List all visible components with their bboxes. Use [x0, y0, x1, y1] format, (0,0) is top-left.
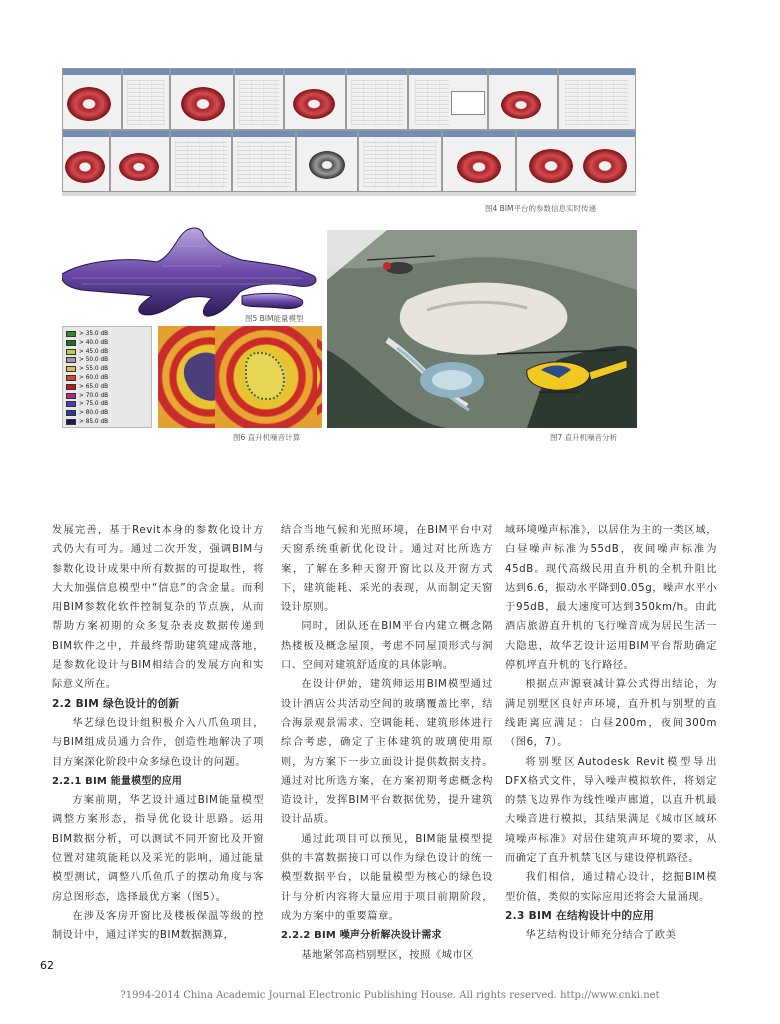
section-heading-2-2: 2.2 BIM 绿色设计的创新	[52, 697, 180, 710]
paragraph: 华艺结构设计师充分结合了欧美	[525, 930, 677, 942]
screenshot-thumb	[122, 68, 170, 130]
legend-swatch	[66, 375, 76, 381]
screenshot-thumb	[284, 68, 346, 130]
legend-entry	[66, 418, 151, 426]
screenshot-thumb	[488, 68, 558, 130]
screenshot-thumb	[408, 68, 488, 130]
screenshot-thumb	[346, 68, 408, 130]
legend-entry	[66, 356, 151, 364]
legend-label: > 65.0 dB	[79, 383, 109, 390]
legend-entry	[66, 339, 151, 347]
screenshot-thumb	[232, 130, 296, 192]
legend-label: > 80.0 dB	[79, 410, 109, 417]
paragraph: 华艺绿色设计组积极介入八爪鱼项目，与BIM组成员通力合作，创造性地解决了项目方案深化阶段中众多绿色设计的问题。	[52, 717, 264, 768]
legend-entry	[66, 374, 151, 382]
screenshot-thumb	[110, 130, 170, 192]
screenshot-thumb	[170, 68, 234, 130]
noise-legend	[62, 326, 152, 428]
legend-label: > 55.0 dB	[79, 366, 109, 373]
figure-7-caption: 图7 直升机噪音分析	[550, 433, 618, 442]
legend-entry	[66, 409, 151, 417]
legend-swatch	[66, 410, 76, 416]
noise-map-right-full	[215, 326, 320, 428]
screenshot-thumb	[170, 130, 232, 192]
legend-label: > 35.0 dB	[79, 331, 109, 337]
screenshot-thumb	[62, 68, 122, 130]
paragraph: 方案前期，华艺设计通过BIM能量模型调整方案形态，指导优化设计思路。运用BIM数据分析，可以测试不同开窗比及开窗位置对建筑能耗以及采光的影响，通过能量模型测试，调整八爪鱼爪子的摆动角度与客房总图形态，选择最优方案（图5）。	[52, 795, 264, 903]
legend-swatch	[66, 331, 76, 337]
paragraph: 结合当地气候和光照环境，在BIM平台中对天窗系统重新优化设计。通过对比所选方案，了解在多种天窗开窗比以及开窗方式下，建筑能耗、采光的表现，从而制定天窗设计原则。	[281, 525, 493, 614]
paragraph: 发展完善，基于Revit本身的参数化设计方式仍大有可为。通过二次开发，强调BIM与参数化设计成果中所有数据的可提取性，将大大加强信息模型中“信息”的含金量。而利用BIM参数化软件控制复杂的节点族，从而帮助方案初期的众多复杂表皮数据传递到BIM软件之中，并最终帮助建筑建成落地，是参数化设计与BIM相结合的发展方向和实际意义所在。	[52, 525, 264, 691]
legend-label: > 75.0 dB	[79, 401, 109, 408]
paragraph: 同时，团队还在BIM平台内建立概念隔热楼板及概念屋顶，考虑不同屋顶形式与洞口、空间对建筑舒适度的具体影响。	[281, 621, 493, 672]
section-heading-2-3: 2.3 BIM 在结构设计中的应用	[505, 909, 655, 922]
paragraph: 在设计伊始，建筑师运用BIM模型通过设计酒店公共活动空间的玻璃覆盖比率，结合海景观景需求、空调能耗、建筑形体进行综合考虑，确定了主体建筑的玻璃使用原则，为方案下一步立面设计提供数据支持。通过对比所选方案，在方案初期考虑概念构造设计，发挥BIM平台数据优势，提升建筑设计品质。	[281, 679, 493, 826]
paragraph: 在涉及客房开窗比及楼板保温等级的控制设计中，通过详实的BIM数据测算，	[52, 910, 264, 942]
figure-7-noise-analysis-photo	[327, 230, 637, 428]
screenshot-thumb	[358, 130, 442, 192]
screenshot-thumb	[296, 130, 358, 192]
figure-4-caption: 图4 BIM平台的参数信息实时传递	[485, 204, 596, 213]
paragraph: 基地紧邻高档别墅区，按照《城市区	[301, 949, 474, 961]
legend-label: > 50.0 dB	[79, 357, 109, 364]
screenshot-thumb	[516, 130, 636, 192]
figure-5-energy-model	[62, 226, 320, 318]
legend-entry	[66, 383, 151, 391]
section-heading-2-2-1: 2.2.1 BIM 能量模型的应用	[52, 775, 183, 787]
legend-swatch	[66, 340, 76, 346]
legend-entry	[66, 365, 151, 373]
legend-swatch	[66, 366, 76, 372]
legend-label: > 45.0 dB	[79, 348, 109, 355]
text-column-1	[52, 521, 264, 946]
legend-label: > 60.0 dB	[79, 374, 109, 381]
screenshot-thumb	[442, 130, 516, 192]
page-number: 62	[40, 959, 54, 972]
section-heading-2-2-2: 2.2.2 BIM 噪声分析解决设计需求	[281, 930, 442, 942]
legend-swatch	[66, 401, 76, 407]
screenshot-thumb	[62, 130, 110, 192]
legend-entry	[66, 392, 151, 400]
paragraph: 根据点声源衰减计算公式得出结论，为满足别墅区良好声环境，直升机与别墅的直线距离应满足：白昼200m，夜间300m（图6，7）。	[505, 679, 717, 749]
legend-swatch	[66, 419, 76, 425]
legend-label: > 70.0 dB	[79, 392, 109, 399]
screenshot-thumb	[234, 68, 284, 130]
paragraph: 通过此项目可以预见，BIM能量模型提供的丰富数据接口可以作为绿色设计的统一模型数据平台，以能量模型为核心的绿色设计与分析内容将大量应用于项目前期阶段，成为方案中的重要篇章。	[281, 833, 493, 922]
legend-entry	[66, 348, 151, 356]
aerial-rendering	[327, 230, 637, 428]
legend-label: > 85.0 dB	[79, 418, 109, 425]
screenshot-thumb	[558, 68, 636, 130]
copyright-footer: ?1994-2014 China Academic Journal Electronic Publishing House. All rights reserved. http://www.cnki.net	[120, 990, 660, 1001]
paragraph: 我们相信，通过精心设计，挖掘BIM模型价值，类似的实际应用还将会大量涌现。	[505, 872, 717, 903]
legend-entry	[66, 400, 151, 408]
legend-swatch	[66, 393, 76, 399]
paragraph: 将别墅区Autodesk Revit模型导出DFX格式文件，导入噪声模拟软件，将划定的禁飞边界作为线性噪声廊道，以直升机最大噪音进行模拟，其结果满足《城市区域环境噪声标准》对居住建筑声环境的要求，从而确定了直升机禁飞区与建设停机路径。	[505, 756, 717, 865]
figure-6-caption: 图6 直升机噪音计算	[233, 433, 301, 442]
legend-swatch	[66, 384, 76, 390]
legend-entry	[66, 330, 151, 338]
figure-5-caption: 图5 BIM能量模型	[245, 314, 304, 323]
text-column-3	[505, 521, 717, 946]
energy-model-drawing	[62, 226, 320, 318]
legend-label: > 40.0 dB	[79, 339, 109, 346]
figure-4-screenshots	[62, 68, 636, 196]
legend-swatch	[66, 357, 76, 363]
text-column-2	[281, 521, 493, 965]
legend-swatch	[66, 349, 76, 355]
paragraph: 域环境噪声标准》，以居住为主的一类区域，白昼噪声标准为55dB，夜间噪声标准为45dB。现代高级民用直升机的全机升阻比达到6.6，振动水平降到0.05g，噪声水平小于95dB，最大速度可达到350km/h。由此酒店旅游直升机的飞行噪音成为居民生活一大隐患，故华艺设计运用BIM平台帮助确定停机坪直升机的飞行路径。	[505, 525, 717, 672]
